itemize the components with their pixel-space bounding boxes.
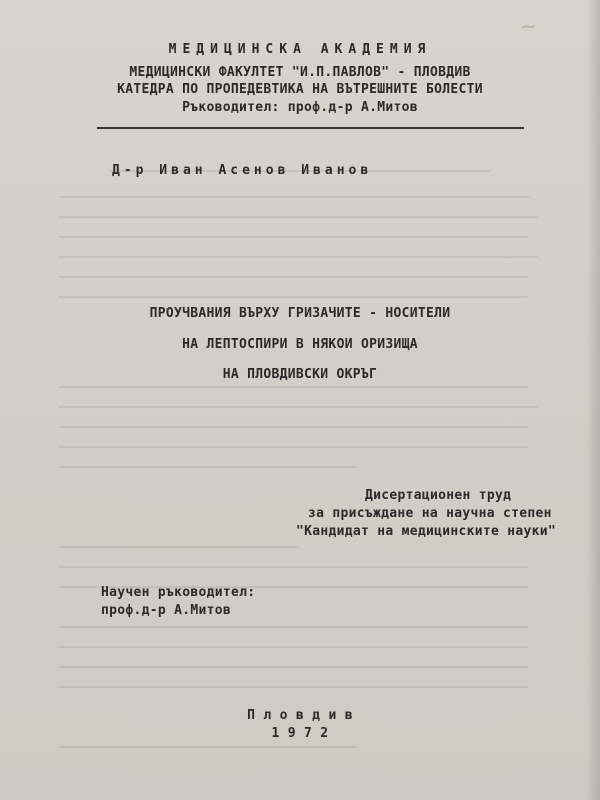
author-name: Д-р Иван Асенов Иванов xyxy=(112,163,373,178)
department-head: Ръководител: проф.д-р А.Митов xyxy=(182,100,418,115)
supervisor-name: проф.д-р А.Митов xyxy=(101,603,232,618)
city-name: П л о в д и в xyxy=(247,708,353,723)
faint-handwriting-mark: ~ xyxy=(518,13,538,39)
page-edge-shadow xyxy=(586,0,600,800)
academy-heading: МЕДИЦИНСКА АКАДЕМИЯ xyxy=(168,42,432,57)
faculty-heading: МЕДИЦИНСКИ ФАКУЛТЕТ "И.П.ПАВЛОВ" - ПЛОВДИВ xyxy=(129,65,471,80)
degree-purpose: за присъждане на научна степен xyxy=(308,506,552,521)
department-heading: КАТЕДРА ПО ПРОПЕДЕВТИКА НА ВЪТРЕШНИТЕ БОЛЕСТИ xyxy=(117,82,483,97)
degree-name: "Кандидат на медицинските науки" xyxy=(296,524,557,539)
publication-year: 1 9 7 2 xyxy=(271,726,329,741)
thesis-title-line-2: НА ЛЕПТОСПИРИ В НЯКОИ ОРИЗИЩА xyxy=(182,337,418,352)
supervisor-label: Научен ръководител: xyxy=(101,585,256,600)
thesis-title-line-3: НА ПЛОВДИВСКИ ОКРЪГ xyxy=(222,367,378,382)
thesis-title-line-1: ПРОУЧВАНИЯ ВЪРХУ ГРИЗАЧИТЕ - НОСИТЕЛИ xyxy=(149,306,451,321)
dissertation-label: Дисертационен труд xyxy=(365,488,512,503)
header-divider xyxy=(97,127,524,129)
